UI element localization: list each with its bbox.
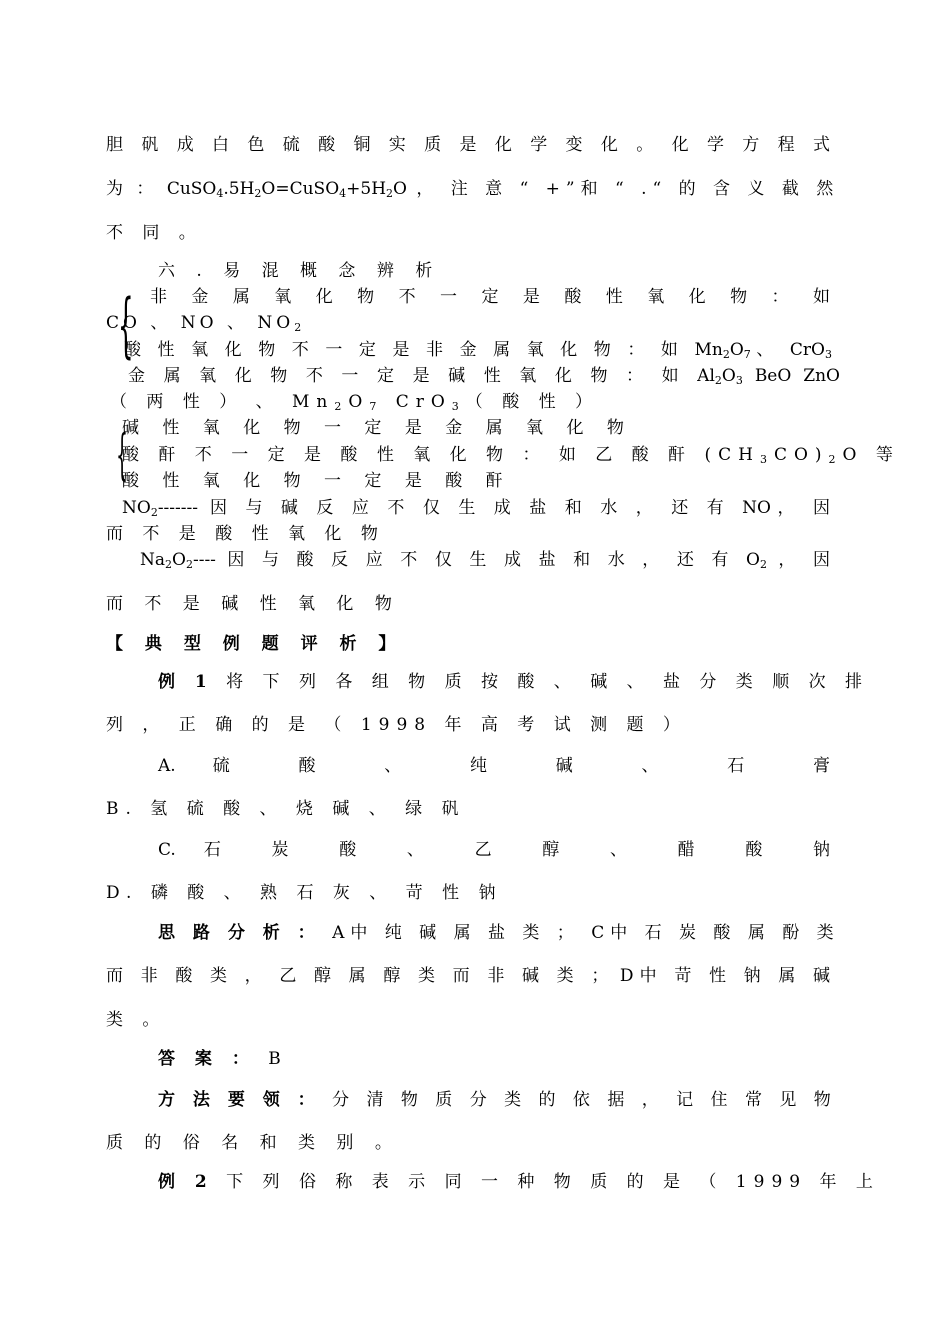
section-example-heading: 【 典 型 例 题 评 析 】 [106, 634, 404, 654]
concept-line-1b: CO 、 NO 、 $NO_2$ [106, 313, 306, 334]
method-line-2: 质 的 俗 名 和 类 别 。 [106, 1133, 400, 1153]
concept-line-1: 非 金 属 氧 化 物 不 一 定 是 酸 性 氧 化 物 ： 如 [150, 287, 830, 307]
para-line-2 [106, 178, 840, 200]
example-2-text: 下 列 俗 称 表 示 同 一 种 物 质 的 是 （ 1999 年 上 [226, 1172, 880, 1192]
brace-group-1: { [118, 284, 134, 366]
option-c: C. 石 炭 酸 、 乙 醇 、 醋 酸 钠 [158, 840, 830, 860]
option-a: A. 硫 酸 、 纯 碱 、 石 膏 [158, 756, 830, 776]
example-1-text: 将 下 列 各 组 物 质 按 酸 、 碱 、 盐 分 类 顺 次 排 [226, 672, 870, 692]
method-label: 方 法 要 领 ： [158, 1090, 321, 1110]
option-d: D. 磷 酸 、 熟 石 灰 、 苛 性 钠 [106, 883, 503, 903]
para-line-3: 不 同 。 [106, 223, 203, 243]
analysis-label: 思 路 分 析 ： [158, 923, 321, 943]
answer-label: 答 案 ： [158, 1049, 256, 1069]
concept-line-6: 酸 性 氧 化 物 一 定 是 酸 酐 [122, 471, 512, 491]
para-line-2-suffix: ， 注 意 “ +”和 “ .“ 的 含 义 截 然 [416, 179, 840, 199]
analysis-line-1 [158, 922, 840, 944]
analysis-line-2: 而 非 酸 类 ， 乙 醇 属 醇 类 而 非 碱 类 ； D中 苛 性 钠 属 碱 [106, 966, 830, 986]
option-b: B. 氢 硫 酸 、 烧 碱 、 绿 矾 [106, 799, 466, 819]
para-line-1: 胆 矾 成 白 色 硫 酸 铜 实 质 是 化 学 变 化 。 化 学 方 程 式 [106, 135, 830, 155]
example-2-label: 例 2 [158, 1172, 214, 1192]
concept-line-3b: （ 两 性 ） 、 $Mn_2O_7$ CrO$_3$（ 酸 性 ） [110, 392, 600, 413]
analysis-line-3: 类 。 [106, 1010, 167, 1030]
example-2-line [158, 1171, 880, 1193]
para-line-2-prefix: 为 ： [106, 179, 167, 199]
concept-line-8: $Na_2O_2----$ 因 与 酸 反 应 不 仅 生 成 盐 和 水 ， 还 有 $O_2$ ， 因 [140, 550, 830, 571]
method-line-1 [158, 1089, 837, 1111]
section-six-heading: 六 . 易 混 概 念 辨 析 [158, 261, 441, 281]
chemical-equation: $CuSO_4.5H_2O=CuSO_4+5H_2O$ [166, 179, 407, 200]
example-1-line-2: 列 ， 正 确 的 是 （ 1998 年 高 考 试 测 题 ） [106, 715, 687, 735]
method-text: 分 清 物 质 分 类 的 依 据 ， 记 住 常 见 物 [332, 1090, 837, 1110]
brace-group-2: { [116, 423, 129, 486]
concept-line-8b: 而 不 是 碱 性 氧 化 物 [106, 594, 400, 614]
analysis-text: A中 纯 碱 属 盐 类 ； C中 石 炭 酸 属 酚 类 [332, 923, 840, 943]
concept-line-5: 酸 酐 不 一 定 是 酸 性 氧 化 物 ： 如 乙 酸 酐 $(CH_3CO)_2O$ 等 [122, 445, 900, 466]
example-1-line [158, 671, 870, 693]
concept-line-3: 金 属 氧 化 物 不 一 定 是 碱 性 氧 化 物 ： 如 $Al_2O_3$ BeO ZnO [128, 366, 840, 387]
concept-line-7: $NO_2-------$ 因 与 碱 反 应 不 仅 生 成 盐 和 水 ， 还 有 NO， 因 [122, 498, 830, 519]
concept-line-2: 酸 性 氧 化 物 不 一 定 是 非 金 属 氧 化 物 ： 如 $Mn_2O_7$、 CrO$_3$ [124, 340, 832, 361]
concept-line-4: 碱 性 氧 化 物 一 定 是 金 属 氧 化 物 [122, 418, 633, 438]
answer-value: B [268, 1049, 288, 1069]
example-1-label: 例 1 [158, 672, 214, 692]
concept-line-7b: 而 不 是 酸 性 氧 化 物 [106, 524, 385, 544]
answer-line [158, 1048, 830, 1070]
